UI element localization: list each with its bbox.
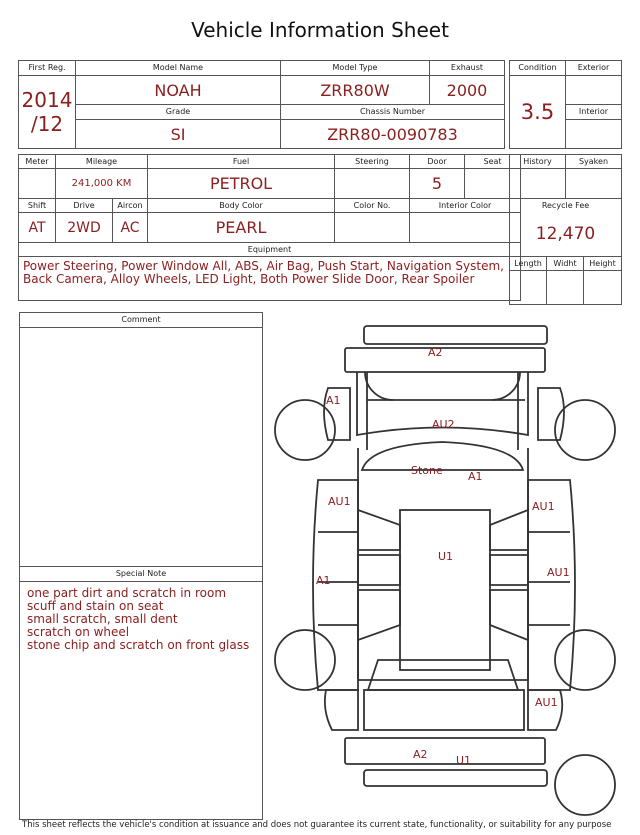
spare-wheel [555,755,615,815]
comment-box [19,312,263,567]
wheel-rear-right [555,630,615,690]
first-reg-value [19,76,76,149]
history-label: History [510,155,566,169]
syaken-label: Syaken [566,155,622,169]
rear-hatch [364,690,524,730]
damage-mark: A1 [468,470,483,483]
recycle-fee-label: Recycle Fee [510,199,622,213]
left-panel-3 [358,590,400,640]
right-panel-3 [490,590,528,640]
interior-color-label: Interior Color [410,199,521,213]
side-info-table [509,154,622,305]
aircon-value: AC [113,213,148,243]
interior-value [566,120,622,149]
left-side-rear [325,690,358,730]
body-color-value: PEARL [148,213,335,243]
condition-label: Condition [510,61,566,76]
damage-mark: Stone [411,464,443,477]
special-note-line: scratch on wheel [27,625,130,639]
damage-mark: U1 [456,754,472,767]
special-note-line: stone chip and scratch on front glass [27,638,250,652]
exterior-value [566,76,622,105]
left-panel-2 [358,555,400,585]
model-type-value: ZRR80W [281,76,430,105]
drive-value: 2WD [56,213,113,243]
recycle-fee-value: 12,470 [510,213,622,257]
rear-window [368,660,518,690]
shift-label: Shift [19,199,56,213]
basic-info-table [18,60,505,149]
interior-label: Interior [566,105,622,120]
front-panel [345,348,545,372]
width-label: Widht [547,257,584,271]
height-value [584,271,622,305]
damage-mark: A1 [326,394,341,407]
door-label: Door [410,155,465,169]
wheel-front-right [555,400,615,460]
height-label: Height [584,257,622,271]
damage-mark: A2 [428,346,443,359]
roof [400,510,490,670]
grade-label: Grade [76,105,281,120]
grade-value: SI [76,120,281,149]
wheel-rear-left [275,630,335,690]
front-bumper [364,326,547,344]
fuel-value: PETROL [148,169,335,199]
special-note-box [19,566,263,820]
fuel-label: Fuel [148,155,335,169]
damage-mark: AU1 [547,566,570,579]
color-no-value [335,213,410,243]
equipment-label: Equipment [19,243,521,257]
model-name-value: NOAH [76,76,281,105]
shift-value: AT [19,213,56,243]
right-panel-1 [490,510,528,550]
front-corner-right [492,372,520,400]
door-value: 5 [410,169,465,199]
rear-panel [345,738,545,764]
car-damage-diagram [270,320,622,820]
rear-bumper [364,770,547,786]
front-corner-left [365,372,393,400]
damage-mark: A2 [413,748,428,761]
exhaust-label: Exhaust [430,61,505,76]
damage-mark: AU1 [532,500,555,513]
mileage-label: Mileage [56,155,148,169]
comment-label: Comment [20,313,262,328]
exhaust-value: 2000 [430,76,505,105]
body-outline [358,448,528,680]
right-panel-2 [490,555,528,585]
first-reg-month: /12 [30,112,64,136]
model-name-label: Model Name [76,61,281,76]
condition-value: 3.5 [510,76,566,149]
sheet-title: Vehicle Information Sheet [191,18,449,42]
disclaimer-footer: This sheet reflects the vehicle's condition at issuance and does not guarantee its current state, functionality, or suitability for any purpose [22,820,612,830]
damage-mark: AU1 [535,696,558,709]
body-color-label: Body Color [148,199,335,213]
length-value [510,271,547,305]
model-type-label: Model Type [281,61,430,76]
spec-table [18,154,521,301]
seat-label: Seat [465,155,521,169]
special-note-line: scuff and stain on seat [27,599,164,613]
special-note-line: one part dirt and scratch in room [27,586,227,600]
damage-mark: A1 [316,574,331,587]
chassis-value: ZRR80-0090783 [281,120,505,149]
color-no-label: Color No. [335,199,410,213]
special-note-lines [20,582,262,657]
exterior-label: Exterior [566,61,622,76]
special-note-line: small scratch, small dent [27,612,178,626]
steering-label: Steering [335,155,410,169]
chassis-label: Chassis Number [281,105,505,120]
drive-label: Drive [56,199,113,213]
left-panel-1 [358,510,400,550]
mileage-value: 241,000 KM [56,169,148,199]
meter-value [19,169,56,199]
interior-color-value [410,213,521,243]
length-label: Length [510,257,547,271]
steering-value [335,169,410,199]
condition-table [509,60,622,149]
width-value [547,271,584,305]
syaken-value [566,169,622,199]
special-note-label: Special Note [20,567,262,582]
first-reg-label: First Reg. [19,61,76,76]
history-value [510,169,566,199]
meter-label: Meter [19,155,56,169]
damage-mark: U1 [438,550,454,563]
equipment-value: Power Steering, Power Window All, ABS, Air Bag, Push Start, Navigation System, Back Camera, Alloy Wheels, LED Light, Both Power Slide Door, Rear Spoiler [19,257,521,301]
damage-mark: AU2 [432,418,455,431]
aircon-label: Aircon [113,199,148,213]
damage-mark: AU1 [328,495,351,508]
first-reg-year: 2014 [21,88,73,112]
